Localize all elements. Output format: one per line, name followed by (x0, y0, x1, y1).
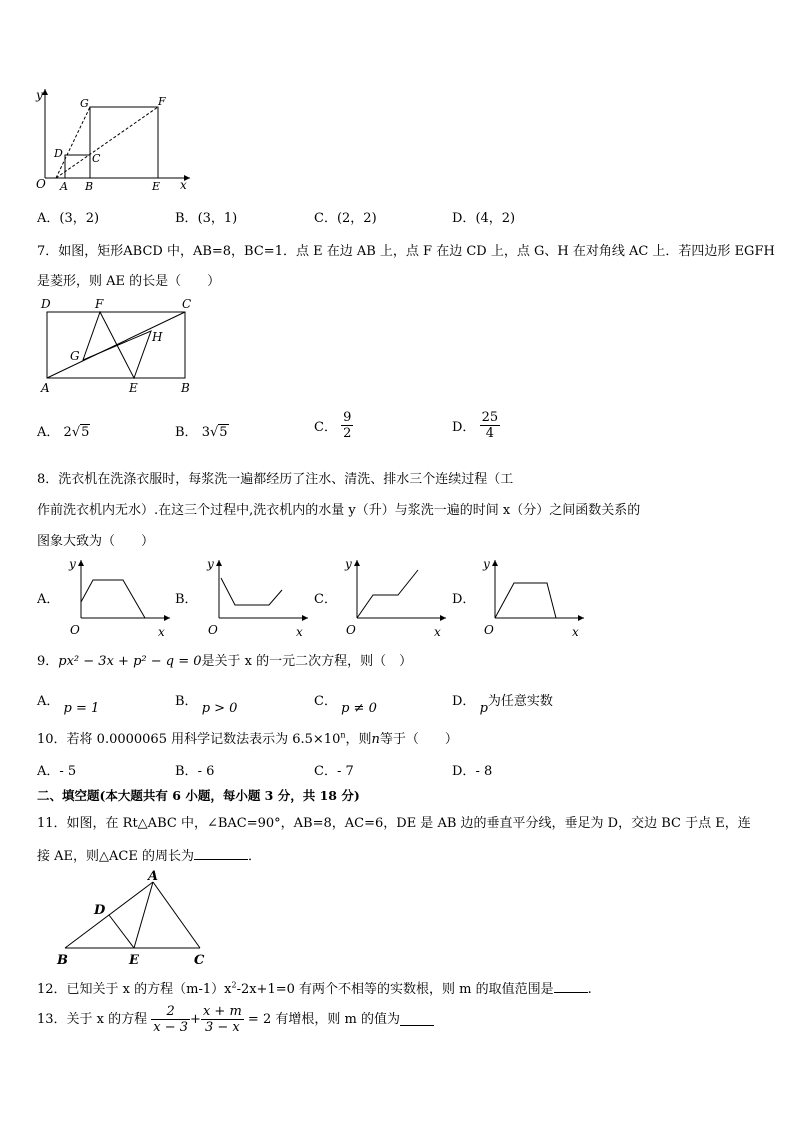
q11-label-A: A (148, 869, 159, 884)
q10-option-c (314, 760, 354, 779)
q8-graph-c-y: y (345, 557, 352, 571)
q9-option-b (175, 690, 238, 716)
q6-label-y: y (36, 88, 43, 102)
q6-option-a-text: (3，2) (59, 211, 100, 226)
q7-option-c (314, 410, 353, 441)
q8-option-b-letter: B． (175, 592, 198, 607)
q8-graph-d (476, 556, 588, 640)
q9-option-b-text: p > 0 (201, 701, 238, 716)
q7-option-a-coef: 2 (63, 425, 72, 440)
q12-text-b: -2x+1=0 有两个不相等的实数根，则 m 的取值范围是 (236, 982, 554, 997)
q7-option-b-letter: B． (175, 425, 198, 440)
q6-label-C: C (92, 152, 101, 165)
q8-graph-a-x: x (158, 625, 165, 639)
q10-option-b-text: - 6 (197, 764, 215, 779)
q9-number: 9． (37, 654, 59, 669)
q9-option-d-tail: 为任意实数 (487, 694, 553, 709)
q6-option-c-text: (2，2) (336, 211, 377, 226)
q12-exponent: 2 (231, 980, 237, 990)
q7-option-c-num: 9 (343, 410, 352, 425)
q9-suffix: 是关于 x 的一元二次方程，则（ ） (201, 654, 413, 669)
q9-equation: px² − 3x + p² − q = 0 (58, 654, 202, 669)
q7-option-a-radicand: 5 (81, 425, 90, 440)
q11-stem-line2 (37, 845, 261, 864)
q9-option-a-letter: A． (37, 694, 60, 709)
q8-graph-c (338, 556, 450, 640)
q8-graph-d-y: y (483, 557, 490, 571)
q6-option-c-letter: C． (314, 211, 337, 226)
q8-graph-d-O: O (484, 623, 494, 637)
q6-option-b-text: (3，1) (197, 211, 238, 226)
q7-label-A: A (41, 381, 50, 395)
q6-option-d-letter: D． (452, 211, 476, 226)
q8-graph-b (200, 556, 312, 640)
q6-label-E: E (152, 180, 161, 193)
q8-stem-line1: 8．洗衣机在洗涤衣服时，每浆洗一遍都经历了注水、清洗、排水三个连续过程（工 (37, 472, 514, 487)
q6-option-d-text: (4，2) (475, 211, 516, 226)
q11-line2-end: ． (247, 849, 261, 864)
q7-label-E: E (129, 381, 138, 395)
q11-triangle-figure (52, 868, 222, 968)
q6-option-d (452, 207, 515, 226)
q10-stem-a: 10．若将 0.0000065 用科学记数法表示为 6.5×10 (37, 732, 341, 747)
q9-option-b-letter: B． (175, 694, 198, 709)
q10-option-c-text: - 7 (336, 764, 354, 779)
q6-label-F: F (158, 95, 166, 108)
q7-option-d-num: 25 (481, 410, 499, 425)
q6-label-A: A (60, 180, 68, 193)
q7-option-d (452, 410, 500, 441)
q8-option-d-letter: D． (452, 592, 476, 607)
q11-answer-blank[interactable] (194, 847, 248, 860)
q8-graph-b-O: O (208, 623, 218, 637)
q8-option-c-letter: C． (314, 592, 337, 607)
q7-option-c-letter: C． (314, 420, 337, 435)
q7-option-b-radicand: 5 (219, 425, 228, 440)
q8-option-a-letter: A． (37, 592, 60, 607)
q9-option-d-var: p (479, 701, 488, 716)
q8-graph-c-x: x (434, 625, 441, 639)
q13-f1-num: 2 (151, 1004, 190, 1020)
q7-option-c-fraction (341, 410, 353, 441)
q6-label-G: G (80, 97, 89, 110)
q7-label-F: F (95, 297, 104, 311)
q11-stem-line1: 11．如图，在 Rt△ABC 中，∠BAC=90°，AB=8，AC=6，DE 是 AB 边的垂直平分线，垂足为 D，交边 BC 于点 E，连 (37, 816, 751, 831)
q6-option-b (175, 207, 237, 226)
q6-label-D: D (54, 147, 63, 160)
q10-var: n (371, 732, 380, 747)
q10-stem (37, 728, 458, 747)
section-heading-fill-in: 二、填空题(本大题共有 6 小题，每小题 3 分，共 18 分) (37, 788, 360, 803)
q10-option-a-text: - 5 (59, 764, 77, 779)
q9-option-c-text: p ≠ 0 (341, 701, 377, 716)
q8-graph-a-y: y (69, 557, 76, 571)
q7-option-a-letter: A． (37, 425, 60, 440)
q8-graph-a-O: O (70, 623, 80, 637)
q10-option-a (37, 760, 76, 779)
q7-label-H: H (152, 330, 163, 344)
q6-option-a-letter: A． (37, 211, 60, 226)
q6-option-a (37, 207, 99, 226)
q13-f1-den: x − 3 (153, 1020, 189, 1035)
q10-option-d-letter: D． (452, 764, 476, 779)
q8-graph-b-x: x (296, 625, 303, 639)
q6-label-x: x (180, 178, 187, 192)
q13-f2-den: 3 − x (204, 1020, 240, 1035)
q7-option-d-letter: D． (452, 420, 476, 435)
sqrt-symbol-icon: √ (209, 425, 219, 440)
q13-plus: + (190, 1012, 201, 1027)
q9-option-a (37, 690, 100, 716)
q13-text-a: 13．关于 x 的方程 (37, 1012, 148, 1027)
q13-answer-blank[interactable] (400, 1013, 434, 1026)
q9-stem (37, 650, 412, 669)
q12-text-c: . (587, 982, 592, 997)
q10-stem-c: 等于（ ） (379, 732, 458, 747)
q9-option-c (314, 690, 377, 716)
q7-stem-line1: 7．如图，矩形ABCD 中，AB=8，BC=1．点 E 在边 AB 上，点 F 在边 CD 上，点 G、H 在对角线 AC 上．若四边形 EGFH (37, 244, 775, 259)
q8-graph-b-y: y (207, 557, 214, 571)
q6-coordinate-figure (30, 85, 200, 195)
q8-graph-a (62, 556, 174, 640)
q10-option-b-letter: B． (175, 764, 198, 779)
sqrt-symbol-icon: √ (71, 425, 81, 440)
q8-stem-line2: 作前洗衣机内无水）.在这三个过程中,洗衣机内的水量 y（升）与浆洗一遍的时间 x（分）之间函数关系的 (37, 503, 641, 518)
q7-option-d-den: 4 (485, 426, 494, 441)
q9-option-a-text: p = 1 (63, 701, 100, 716)
q7-option-d-fraction (480, 410, 501, 441)
q11-label-B: B (57, 953, 68, 968)
q12-stem (37, 978, 592, 997)
q9-option-c-letter: C． (314, 694, 337, 709)
q7-option-b-coef: 3 (201, 425, 210, 440)
q11-line2-text: 接 AE，则△ACE 的周长为 (37, 849, 194, 864)
q10-option-d-text: - 8 (475, 764, 493, 779)
q7-rectangle-figure (36, 295, 206, 397)
q11-label-C: C (194, 953, 205, 968)
q13-f2-num: x + m (202, 1004, 242, 1019)
q7-option-b (175, 421, 229, 440)
q9-option-d-letter: D． (452, 694, 476, 709)
q8-graph-c-O: O (346, 623, 356, 637)
q8-graph-d-x: x (572, 625, 579, 639)
q11-label-D: D (94, 903, 106, 918)
q11-label-E: E (129, 953, 139, 968)
q13-text-b: = 2 有增根，则 m 的值为 (247, 1012, 400, 1027)
q6-label-O: O (36, 177, 46, 191)
q7-label-D: D (41, 297, 51, 311)
q7-stem-line2: 是菱形，则 AE 的长是（ ） (37, 274, 221, 289)
q13-fraction-1 (151, 1004, 190, 1035)
q10-exponent: n (340, 730, 346, 740)
q7-label-C: C (182, 297, 192, 311)
q6-option-b-letter: B． (175, 211, 198, 226)
q8-stem-line3: 图象大致为（ ） (37, 534, 155, 549)
q6-option-c (314, 207, 377, 226)
q12-answer-blank[interactable] (554, 980, 588, 993)
q10-option-d (452, 760, 492, 779)
q10-option-b (175, 760, 214, 779)
q7-option-a (37, 421, 90, 440)
q9-option-d (452, 690, 553, 716)
q10-option-a-letter: A． (37, 764, 60, 779)
q10-option-c-letter: C． (314, 764, 337, 779)
q13-fraction-2 (201, 1004, 244, 1035)
q12-text-a: 12．已知关于 x 的方程（m-1）x (37, 982, 232, 997)
q10-stem-b: ，则 (345, 732, 372, 747)
q7-label-G: G (70, 349, 80, 363)
q6-label-B: B (85, 180, 94, 193)
q13-stem (37, 1004, 434, 1035)
q7-option-c-den: 2 (343, 426, 352, 441)
q7-label-B: B (181, 381, 190, 395)
